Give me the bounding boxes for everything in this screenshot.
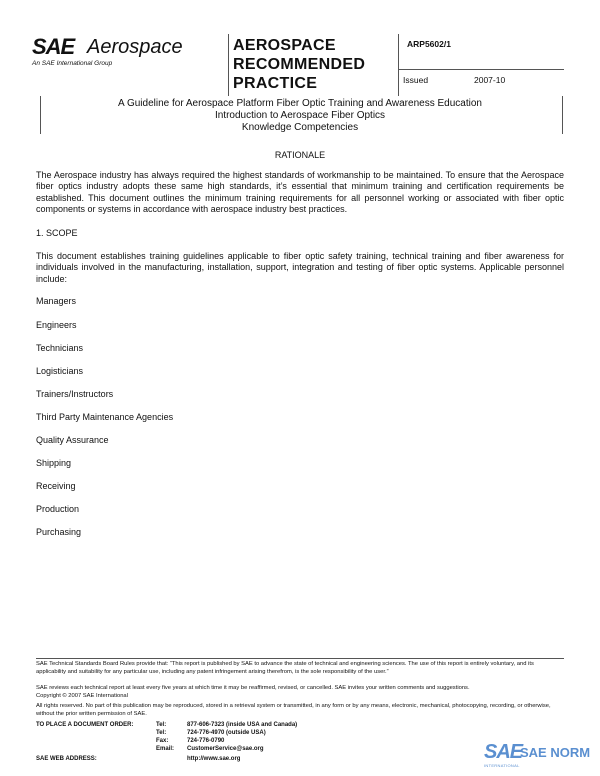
doc-type-line-1: AEROSPACE [233, 37, 336, 54]
sae-norm-stamp-text: SAE NORM [520, 745, 591, 760]
list-item: Engineers [36, 320, 77, 330]
list-item: Purchasing [36, 527, 82, 537]
document-type [233, 36, 393, 93]
list-item: Logisticians [36, 366, 84, 376]
document-title: A Guideline for Aerospace Platform Fiber Optic Training and Awareness Education [118, 98, 482, 109]
aerospace-logo-text: Aerospace [87, 36, 183, 58]
document-subtitle: Introduction to Aerospace Fiber Optics [214, 110, 386, 121]
list-item: Technicians [36, 343, 84, 353]
list-item: Shipping [36, 458, 72, 468]
contact-key: Fax: [156, 738, 169, 744]
header-vline-1 [228, 34, 229, 96]
contact-key: Tel: [156, 730, 167, 736]
doc-type-line-3: PRACTICE [233, 75, 318, 92]
contact-email[interactable]: CustomerService@sae.org [187, 746, 264, 752]
document-number: ARP5602/1 [407, 39, 451, 49]
list-item: Managers [36, 296, 77, 306]
footer-review-note: SAE reviews each technical report at least every five years at which time it may be reaffirmed, revised, or cancelled. SAE invites your written comments and suggestions. [36, 685, 470, 691]
issued-label: Issued [403, 75, 429, 85]
list-item: Receiving [36, 481, 76, 491]
sae-norm-stamp-logo: SAE [484, 741, 523, 763]
scope-text: This document establishes training guidelines applicable to fiber optic safety training, technical training and fiber awareness for individuals involved in the manufacturing, installation, support, integration and testing of fiber optic systems. Applicable personnel include: [36, 251, 564, 284]
header-vline-2 [398, 34, 399, 96]
contact-value: 724-776-4970 (outside USA) [187, 730, 266, 736]
sae-norm-stamp-subtext: INTERNATIONAL [484, 763, 520, 768]
list-item: Quality Assurance [36, 435, 109, 445]
header-divider [398, 69, 564, 70]
web-address-label: SAE WEB ADDRESS: [36, 756, 97, 762]
logo-subtitle: An SAE International Group [32, 60, 113, 67]
contact-value: 877-606-7323 (inside USA and Canada) [187, 722, 298, 728]
sae-logo-mark: SAE [32, 34, 75, 59]
document-subtitle-2: Knowledge Competencies [241, 122, 359, 133]
issued-date: 2007-10 [474, 75, 506, 85]
doc-type-line-2: RECOMMENDED [233, 56, 366, 73]
footer-rule [36, 658, 564, 659]
list-item: Third Party Maintenance Agencies [36, 412, 174, 422]
web-address-link[interactable]: http://www.sae.org [187, 756, 241, 762]
list-item: Production [36, 504, 80, 514]
footer-copyright: Copyright © 2007 SAE International [36, 693, 128, 699]
rationale-text: The Aerospace industry has always required the highest standards of workmanship to be maintained. To ensure that the Aerospace fiber optics industry adopts these same high standards, it’s essential that minimum training and certification requirements be established. This document outlines the minimum training requirements for all personnel working or associated with fiber optic components or systems in accordance with aerospace industry best practices. [36, 170, 564, 215]
order-label: TO PLACE A DOCUMENT ORDER: [36, 722, 134, 728]
contact-value: 724-776-0790 [187, 738, 225, 744]
contact-key: Email: [156, 746, 175, 752]
scope-heading: 1. SCOPE [36, 228, 78, 238]
contact-key: Tel: [156, 722, 167, 728]
footer-board-rules: SAE Technical Standards Board Rules provide that: “This report is published by SAE to advance the state of technical and engineering sciences. The use of this report is entirely voluntary, and its applicability and suitability for any particular use, including any patent infringement arising therefrom, is the sole responsibility of the user.” [36, 661, 534, 675]
footer-rights: All rights reserved. No part of this publication may be reproduced, stored in a retrieval system or transmitted, in any form or by any means, electronic, mechanical, photocopying, recording, or otherwise, without the prior written permission of SAE. [36, 703, 551, 717]
list-item: Trainers/Instructors [36, 389, 114, 399]
rationale-heading: RATIONALE [274, 150, 326, 160]
